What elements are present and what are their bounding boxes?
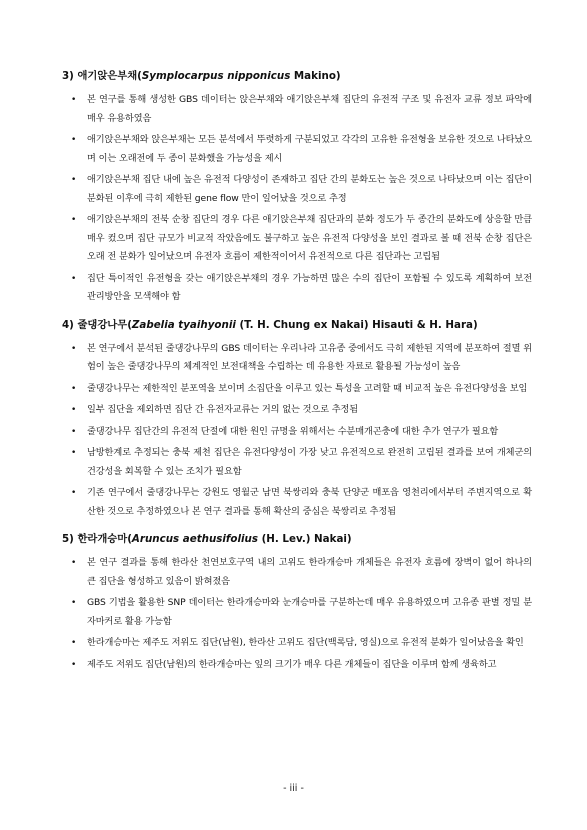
bullet-icon: •	[71, 343, 77, 354]
bullet-text: 본 연구에서 분석된 줄댕강나무의 GBS 데이터는 우리나라 고유종 중에서도 극히 제한된 지역에 분포하여 절멸 위험이 높은 줄댕강나무의 체계적인 보전대책을 수립하는 데 유용한 자료로 활용될 가능성이 높음	[87, 342, 532, 372]
title-suffix: Makino)	[290, 70, 341, 82]
bullet-text: 애기앉은부채와 앉은부채는 모든 분석에서 뚜렷하게 구분되었고 각각의 고유한 유전형을 보유한 것으로 나타났으며 이는 오래전에 두 종이 분화했을 가능성을 제시	[87, 134, 532, 164]
bullet-text: 줄댕강나무는 제한적인 분포역을 보이며 소집단을 이루고 있는 특성을 고려할 때 비교적 높은 유전다양성을 보임	[87, 382, 528, 394]
bullet-text: 기존 연구에서 줄댕강나무는 강원도 영월군 남면 북쌍리와 충북 단양군 매포읍 영천리에서부터 주변지역으로 확산한 것으로 추정하였으나 본 연구 결과를 통해 확산의 중심은 북쌍리로 추정됨	[87, 487, 532, 517]
scientific-name: Aruncus aethusifolius	[131, 533, 259, 545]
bullet-icon: •	[71, 135, 77, 145]
scientific-name: Symplocarpus nipponicus	[141, 70, 291, 82]
bullet-list	[62, 340, 532, 522]
bullet-item	[62, 340, 532, 377]
section-title	[62, 68, 532, 84]
bullet-item	[62, 656, 532, 675]
bullet-icon: •	[71, 638, 77, 648]
bullet-text: 본 연구를 통해 생성한 GBS 데이터는 앉은부채와 애기앉은부채 집단의 유전적 구조 및 유전자 교류 정보 파악에 매우 유용하였음	[87, 94, 532, 124]
bullet-text: GBS 기법을 활용한 SNP 데이터는 한라개승마와 눈개승마를 구분하는데 매우 유용하였으며 고유종 판별 정밀 분자마커로 활용 가능함	[87, 597, 532, 627]
bullet-text: 줄댕강나무 집단간의 유전적 단절에 대한 원인 규명을 위해서는 수분매개곤충에 대한 추가 연구가 필요함	[87, 425, 499, 437]
bullet-text: 일부 집단을 제외하면 집단 간 유전자교류는 거의 없는 것으로 추정됨	[87, 404, 359, 415]
bullet-text: 애기앉은부채 집단 내에 높은 유전적 다양성이 존재하고 집단 간의 분화도는 높은 것으로 나타났으며 이는 집단이 분화된 이후에 극히 제한된 gene flow 만이 일어났을 것으로 추정	[87, 174, 532, 204]
bullet-text: 남방한계로 추정되는 충북 제천 집단은 유전다양성이 가장 낮고 유전적으로 완전히 고립된 결과를 보여 개체군의 건강성을 회복할 수 있는 조치가 필요함	[87, 447, 532, 477]
bullet-text: 제주도 저위도 집단(남원)의 한라개승마는 잎의 크기가 매우 다른 개체들이 집단을 이루며 함께 생육하고	[87, 658, 497, 670]
bullet-item	[62, 171, 532, 208]
bullet-item	[62, 270, 532, 307]
scientific-name: Zabelia tyaihyonii	[131, 318, 236, 331]
page-number: - iii -	[283, 783, 304, 794]
bullet-item	[62, 401, 532, 420]
bullet-icon: •	[71, 426, 77, 437]
bullet-icon: •	[71, 273, 77, 284]
title-prefix: 3) 애기앉은부채(	[62, 70, 142, 82]
bullet-item	[62, 423, 532, 442]
section-symplocarpus	[62, 68, 532, 307]
bullet-icon: •	[71, 95, 77, 105]
bullet-text: 집단 특이적인 유전형을 갖는 애기앉은부채의 경우 가능하면 많은 수의 집단이 포함될 수 있도록 계획하여 보전 관리방안을 모색해야 함	[87, 272, 532, 302]
bullet-icon: •	[71, 383, 77, 394]
bullet-item	[62, 594, 532, 631]
bullet-icon: •	[71, 175, 77, 185]
bullet-item	[62, 380, 532, 399]
title-prefix: 5) 한라개승마(	[62, 533, 132, 545]
bullet-item	[62, 634, 532, 653]
title-suffix: (T. H. Chung ex Nakai) Hisauti & H. Hara)	[235, 318, 478, 331]
bullet-list	[62, 554, 532, 674]
section-zabelia	[62, 317, 532, 522]
bullet-item	[62, 131, 532, 168]
bullet-text: 본 연구 결과를 통해 한라산 천연보호구역 내의 고위도 한라개승마 개체들은 유전자 흐름에 장벽이 없어 하나의 큰 집단을 형성하고 있음이 밝혀졌음	[87, 557, 532, 587]
bullet-icon: •	[71, 488, 77, 498]
bullet-text: 한라개승마는 제주도 저위도 집단(남원), 한라산 고위도 집단(백록담, 영실)으로 유전적 분화가 일어났음을 확인	[87, 637, 524, 648]
bullet-list	[62, 91, 532, 307]
bullet-icon: •	[71, 405, 77, 415]
bullet-icon: •	[71, 448, 77, 458]
section-title	[62, 531, 532, 547]
bullet-icon: •	[71, 215, 77, 225]
title-suffix: (H. Lev.) Nakai)	[258, 533, 352, 545]
section-aruncus	[62, 531, 532, 674]
bullet-item	[62, 91, 532, 128]
bullet-icon: •	[71, 659, 77, 670]
page-content	[62, 68, 532, 684]
bullet-item	[62, 444, 532, 481]
bullet-text: 애기앉은부채의 전북 순창 집단의 경우 다른 애기앉은부채 집단과의 분화 정도가 두 종간의 분화도에 상응할 만큼 매우 컸으며 집단 규모가 비교적 작았음에도 불구하고 높은 유전적 다양성을 보인 결과로 볼 때 전북 순창 집단은 오래 전 분화가 일어났으며 유전자 흐름이 제한적이어서 유전적으로 다른 집단과는 고립됨	[87, 214, 532, 262]
bullet-item	[62, 211, 532, 267]
section-title	[62, 317, 532, 333]
title-prefix: 4) 줄댕강나무(	[62, 318, 132, 331]
bullet-icon: •	[71, 558, 77, 568]
bullet-item	[62, 484, 532, 521]
bullet-icon: •	[71, 598, 77, 608]
bullet-item	[62, 554, 532, 591]
